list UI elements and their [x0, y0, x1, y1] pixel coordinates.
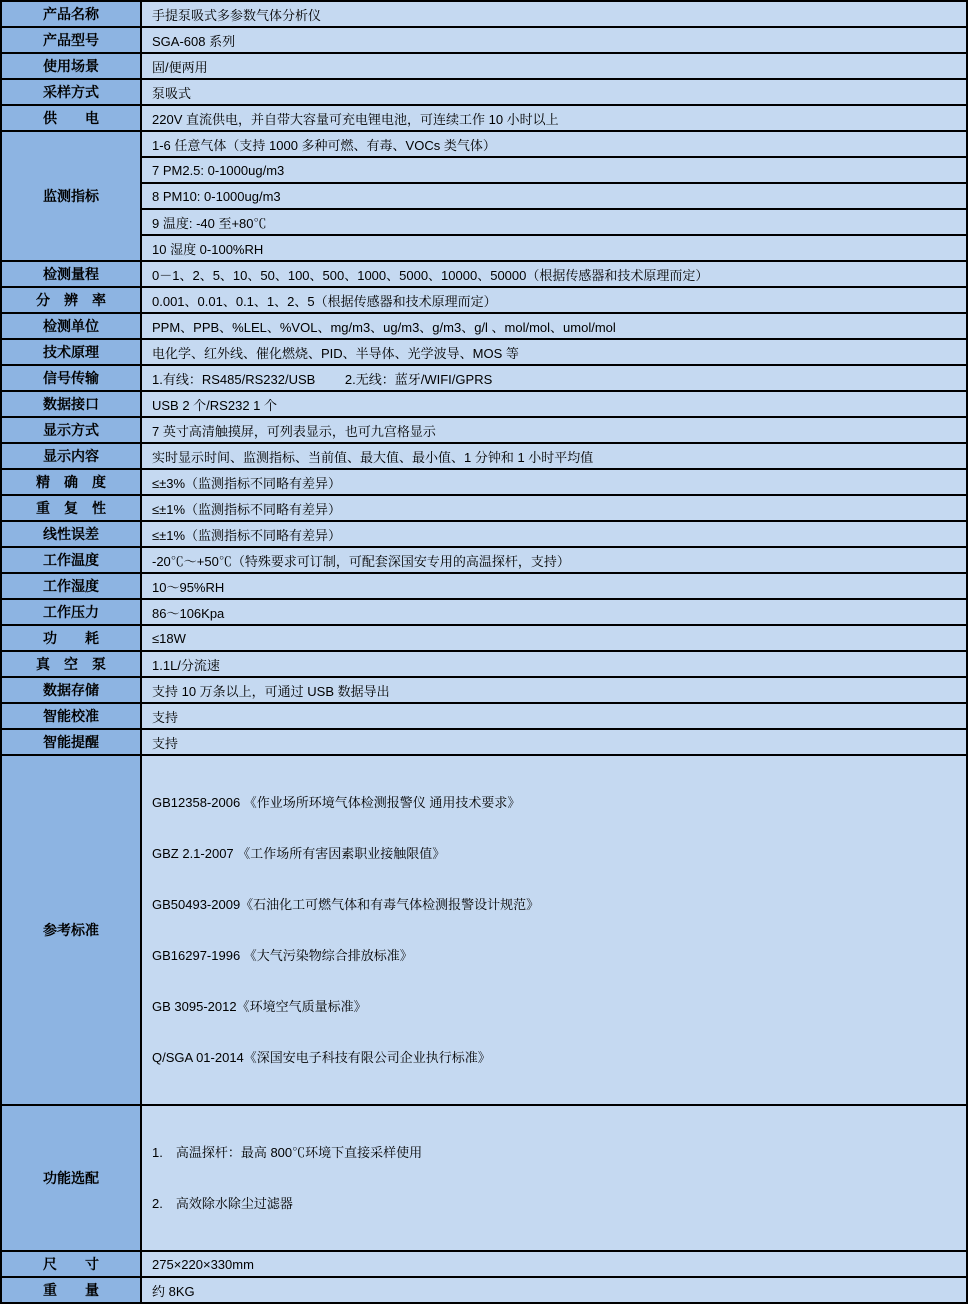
- row-label: 智能校准: [1, 703, 141, 729]
- row-value: ≤±1%（监测指标不同略有差异）: [141, 521, 967, 547]
- row-value: 泵吸式: [141, 79, 967, 105]
- row-value: 86～106Kpa: [141, 599, 967, 625]
- row-label: 监测指标: [1, 131, 141, 261]
- spec-row-monitoring-indicators: [1, 235, 967, 261]
- spec-row-repeatability: [1, 495, 967, 521]
- row-label: 产品型号: [1, 27, 141, 53]
- row-label: 数据存储: [1, 677, 141, 703]
- row-label: 显示内容: [1, 443, 141, 469]
- row-label: 参考标准: [1, 755, 141, 1105]
- row-label: 真 空 泵: [1, 651, 141, 677]
- row-value: 10 湿度 0-100%RH: [141, 235, 967, 261]
- row-value: USB 2 个/RS232 1 个: [141, 391, 967, 417]
- row-label: 数据接口: [1, 391, 141, 417]
- spec-row-smart-calibration: [1, 703, 967, 729]
- spec-row-monitoring-indicators: [1, 131, 967, 157]
- row-label: 功能选配: [1, 1105, 141, 1251]
- row-value: 9 温度: -40 至+80℃: [141, 209, 967, 235]
- spec-row-detection-unit: [1, 313, 967, 339]
- row-label: 分 辨 率: [1, 287, 141, 313]
- row-label: 重 复 性: [1, 495, 141, 521]
- spec-row-working-temperature: [1, 547, 967, 573]
- spec-row-monitoring-indicators: [1, 183, 967, 209]
- row-label: 智能提醒: [1, 729, 141, 755]
- spec-row-reference-standards: [1, 755, 967, 1105]
- standard-line: Q/SGA 01-2014《深国安电子科技有限公司企业执行标准》: [152, 1050, 491, 1065]
- row-value: ≤±3%（监测指标不同略有差异）: [141, 469, 967, 495]
- spec-row-display-mode: [1, 417, 967, 443]
- row-label: 精 确 度: [1, 469, 141, 495]
- spec-row-product-name: [1, 1, 967, 27]
- spec-row-dimensions: [1, 1251, 967, 1277]
- row-value: 1.1L/分流速: [141, 651, 967, 677]
- row-value: -20℃～+50℃（特殊要求可订制，可配套深国安专用的高温探杆，支持）: [141, 547, 967, 573]
- spec-row-smart-reminder: [1, 729, 967, 755]
- row-value: 支持: [141, 703, 967, 729]
- row-value: 275×220×330mm: [141, 1251, 967, 1277]
- row-value: 0.001、0.01、0.1、1、2、5（根据传感器和技术原理而定）: [141, 287, 967, 313]
- row-value: 7 PM2.5: 0-1000ug/m3: [141, 157, 967, 183]
- spec-row-display-content: [1, 443, 967, 469]
- row-value: ≤±1%（监测指标不同略有差异）: [141, 495, 967, 521]
- spec-row-optional-features: [1, 1105, 967, 1251]
- standard-line: GB16297-1996 《大气污染物综合排放标准》: [152, 948, 413, 963]
- row-label: 重 量: [1, 1277, 141, 1303]
- row-label: 产品名称: [1, 1, 141, 27]
- row-value: 约 8KG: [141, 1277, 967, 1303]
- row-value: 电化学、红外线、催化燃烧、PID、半导体、光学波导、MOS 等: [141, 339, 967, 365]
- row-value: 实时显示时间、监测指标、当前值、最大值、最小值、1 分钟和 1 小时平均值: [141, 443, 967, 469]
- spec-row-product-model: [1, 27, 967, 53]
- row-label: 线性误差: [1, 521, 141, 547]
- row-value: 8 PM10: 0-1000ug/m3: [141, 183, 967, 209]
- row-value: 10～95%RH: [141, 573, 967, 599]
- spec-row-usage-scenario: [1, 53, 967, 79]
- row-label: 尺 寸: [1, 1251, 141, 1277]
- row-label: 采样方式: [1, 79, 141, 105]
- row-value: 支持: [141, 729, 967, 755]
- row-label: 技术原理: [1, 339, 141, 365]
- row-value: 1.有线：RS485/RS232/USB 2.无线：蓝牙/WIFI/GPRS: [141, 365, 967, 391]
- row-label: 检测单位: [1, 313, 141, 339]
- row-value: 7 英寸高清触摸屏，可列表显示，也可九宫格显示: [141, 417, 967, 443]
- row-value: 支持 10 万条以上，可通过 USB 数据导出: [141, 677, 967, 703]
- row-value: 手提泵吸式多参数气体分析仪: [141, 1, 967, 27]
- row-value: SGA-608 系列: [141, 27, 967, 53]
- standard-line: GB50493-2009《石油化工可燃气体和有毒气体检测报警设计规范》: [152, 897, 540, 912]
- row-label: 功 耗: [1, 625, 141, 651]
- row-label: 显示方式: [1, 417, 141, 443]
- spec-row-resolution: [1, 287, 967, 313]
- spec-row-working-humidity: [1, 573, 967, 599]
- row-value: PPM、PPB、%LEL、%VOL、mg/m3、ug/m3、g/m3、g/l 、mol/mol、umol/mol: [141, 313, 967, 339]
- row-label: 工作湿度: [1, 573, 141, 599]
- row-value: 1-6 任意气体（支持 1000 多种可燃、有毒、VOCs 类气体）: [141, 131, 967, 157]
- standard-line: GB12358-2006 《作业场所环境气体检测报警仪 通用技术要求》: [152, 795, 521, 810]
- optional-feature-line: 1. 高温探杆：最高 800℃环境下直接采样使用: [152, 1145, 423, 1160]
- row-label: 工作压力: [1, 599, 141, 625]
- spec-row-linearity-error: [1, 521, 967, 547]
- row-value: [141, 1105, 967, 1251]
- row-value: 固/便两用: [141, 53, 967, 79]
- row-label: 供 电: [1, 105, 141, 131]
- spec-row-technical-principle: [1, 339, 967, 365]
- row-label: 信号传输: [1, 365, 141, 391]
- row-value: 220V 直流供电，并自带大容量可充电锂电池，可连续工作 10 小时以上: [141, 105, 967, 131]
- standard-line: GB 3095-2012《环境空气质量标准》: [152, 999, 367, 1014]
- spec-row-data-interface: [1, 391, 967, 417]
- spec-row-accuracy: [1, 469, 967, 495]
- spec-row-vacuum-pump: [1, 651, 967, 677]
- spec-row-monitoring-indicators: [1, 209, 967, 235]
- row-value: 0－1、2、5、10、50、100、500、1000、5000、10000、50000（根据传感器和技术原理而定）: [141, 261, 967, 287]
- spec-row-working-pressure: [1, 599, 967, 625]
- spec-row-monitoring-indicators: [1, 157, 967, 183]
- standard-line: GBZ 2.1-2007 《工作场所有害因素职业接触限值》: [152, 846, 446, 861]
- spec-row-power-consumption: [1, 625, 967, 651]
- row-value: ≤18W: [141, 625, 967, 651]
- row-value: [141, 755, 967, 1105]
- spec-row-detection-range: [1, 261, 967, 287]
- optional-feature-line: 2. 高效除水除尘过滤器: [152, 1196, 293, 1211]
- row-label: 工作温度: [1, 547, 141, 573]
- row-label: 检测量程: [1, 261, 141, 287]
- spec-row-data-storage: [1, 677, 967, 703]
- spec-row-power-supply: [1, 105, 967, 131]
- row-label: 使用场景: [1, 53, 141, 79]
- spec-row-weight: [1, 1277, 967, 1303]
- spec-row-signal-transmission: [1, 365, 967, 391]
- spec-row-sampling-method: [1, 79, 967, 105]
